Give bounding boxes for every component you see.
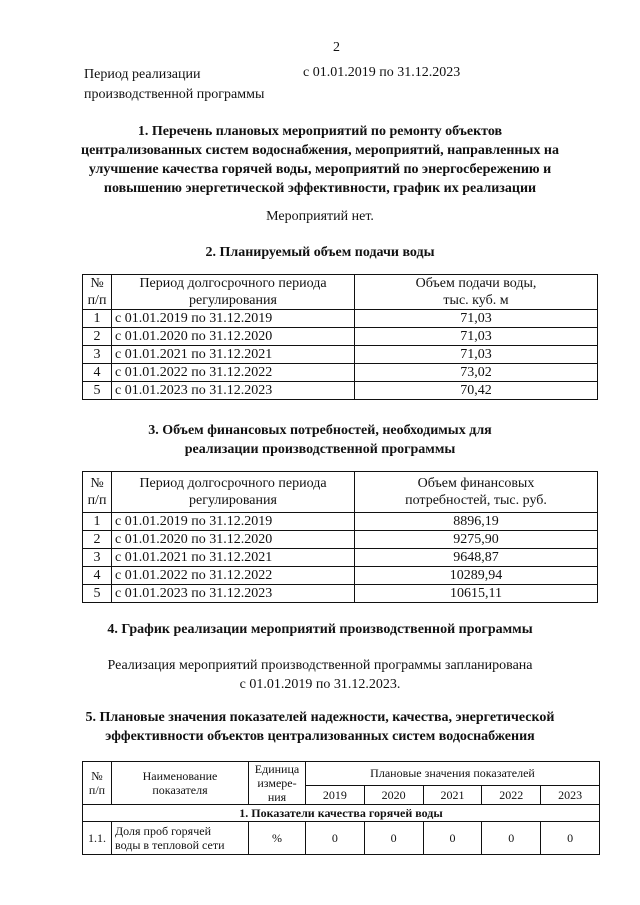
row-period: с 01.01.2021 по 31.12.2021: [112, 549, 355, 567]
section1-text: Мероприятий нет.: [266, 209, 374, 224]
section4-title: 4. График реализации мероприятий производственной программы: [107, 622, 533, 637]
row-period: с 01.01.2019 по 31.12.2019: [112, 513, 355, 531]
section3-title-line: реализации производственной программы: [184, 442, 456, 457]
section3-title: [40, 421, 600, 459]
header-period: Период долгосрочного периода регулирования: [112, 275, 355, 310]
row-num: 1.1.: [83, 822, 112, 855]
row-num: 5: [83, 585, 112, 603]
table-row: [83, 822, 600, 855]
section4-text-line: Реализация мероприятий производственной программы запланирована: [107, 658, 533, 673]
section5-title: [40, 708, 600, 746]
row-value: 0: [482, 822, 541, 855]
section1-title-line: повышению энергетической эффективности, график их реализации: [103, 181, 537, 196]
row-period: с 01.01.2020 по 31.12.2020: [112, 531, 355, 549]
table-row: [83, 549, 598, 567]
header-finance: Объем финансовых потребностей, тыс. руб.: [355, 472, 598, 513]
row-name: Доля проб горячей воды в тепловой сети: [112, 822, 249, 855]
section3-title-line: 3. Объем финансовых потребностей, необходимых для: [148, 423, 492, 438]
page-number: 2: [333, 40, 340, 55]
row-num: 2: [83, 328, 112, 346]
period-label: [84, 65, 264, 105]
header-period: Период долгосрочного периода регулирования: [112, 472, 355, 513]
table-header-row: [83, 275, 598, 310]
row-period: с 01.01.2022 по 31.12.2022: [112, 567, 355, 585]
row-num: 3: [83, 549, 112, 567]
section5-title-line: 5. Плановые значения показателей надежности, качества, энергетической: [85, 710, 555, 725]
row-period: с 01.01.2023 по 31.12.2023: [112, 382, 355, 400]
indicators-table: [82, 761, 600, 855]
row-value: 0: [306, 822, 365, 855]
row-unit: %: [249, 822, 306, 855]
period-label-line1: Период реализации: [84, 67, 201, 82]
table-row: [83, 328, 598, 346]
row-value: 71,03: [355, 310, 598, 328]
row-num: 2: [83, 531, 112, 549]
group-title: 1. Показатели качества горячей воды: [83, 805, 600, 822]
row-value: 0: [364, 822, 423, 855]
row-period: с 01.01.2021 по 31.12.2021: [112, 346, 355, 364]
table-header-row: [83, 472, 598, 513]
row-num: 3: [83, 346, 112, 364]
row-value: 9275,90: [355, 531, 598, 549]
supply-table: [82, 274, 598, 400]
table-row: [83, 346, 598, 364]
section2-title: 2. Планируемый объем подачи воды: [205, 245, 435, 260]
header-volume: Объем подачи воды, тыс. куб. м: [355, 275, 598, 310]
row-value: 70,42: [355, 382, 598, 400]
table-row: [83, 310, 598, 328]
group-row: [83, 805, 600, 822]
section1-title-line: улучшение качества горячей воды, мероприятий по энергосбережению и: [88, 162, 552, 177]
section1-title: [40, 122, 600, 198]
year-cell: 2020: [364, 785, 423, 804]
row-period: с 01.01.2020 по 31.12.2020: [112, 328, 355, 346]
row-value: 9648,87: [355, 549, 598, 567]
header-plan: Плановые значения показателей: [306, 762, 600, 786]
row-value: 0: [423, 822, 482, 855]
table-row: [83, 364, 598, 382]
period-value: с 01.01.2019 по 31.12.2023: [303, 65, 461, 80]
section4-text: [40, 656, 600, 694]
period-label-line2: производственной программы: [84, 87, 265, 102]
row-period: с 01.01.2019 по 31.12.2019: [112, 310, 355, 328]
row-num: 4: [83, 364, 112, 382]
table-row: [83, 531, 598, 549]
row-value: 71,03: [355, 328, 598, 346]
row-period: с 01.01.2022 по 31.12.2022: [112, 364, 355, 382]
row-num: 4: [83, 567, 112, 585]
table-header-row: [83, 762, 600, 786]
year-cell: 2023: [541, 785, 600, 804]
section4-text-line: с 01.01.2019 по 31.12.2023.: [239, 677, 401, 692]
row-value: 73,02: [355, 364, 598, 382]
row-num: 1: [83, 310, 112, 328]
header-num: № п/п: [83, 472, 112, 513]
header-name: Наименование показателя: [112, 762, 249, 805]
row-value: 0: [541, 822, 600, 855]
row-value: 10615,11: [355, 585, 598, 603]
section5-title-line: эффективности объектов централизованных систем водоснабжения: [105, 729, 535, 744]
row-num: 1: [83, 513, 112, 531]
table-row: [83, 585, 598, 603]
row-value: 8896,19: [355, 513, 598, 531]
year-cell: 2019: [306, 785, 365, 804]
row-value: 71,03: [355, 346, 598, 364]
year-cell: 2022: [482, 785, 541, 804]
section1-title-line: 1. Перечень плановых мероприятий по ремонту объектов: [137, 124, 503, 139]
header-num: № п/п: [83, 275, 112, 310]
finance-table: [82, 471, 598, 603]
table-row: [83, 513, 598, 531]
header-unit: Единица измере- ния: [249, 762, 306, 805]
row-num: 5: [83, 382, 112, 400]
row-value: 10289,94: [355, 567, 598, 585]
row-period: с 01.01.2023 по 31.12.2023: [112, 585, 355, 603]
header-num: № п/п: [83, 762, 112, 805]
table-row: [83, 567, 598, 585]
table-row: [83, 382, 598, 400]
year-cell: 2021: [423, 785, 482, 804]
section1-title-line: централизованных систем водоснабжения, мероприятий, направленных на: [81, 143, 559, 158]
